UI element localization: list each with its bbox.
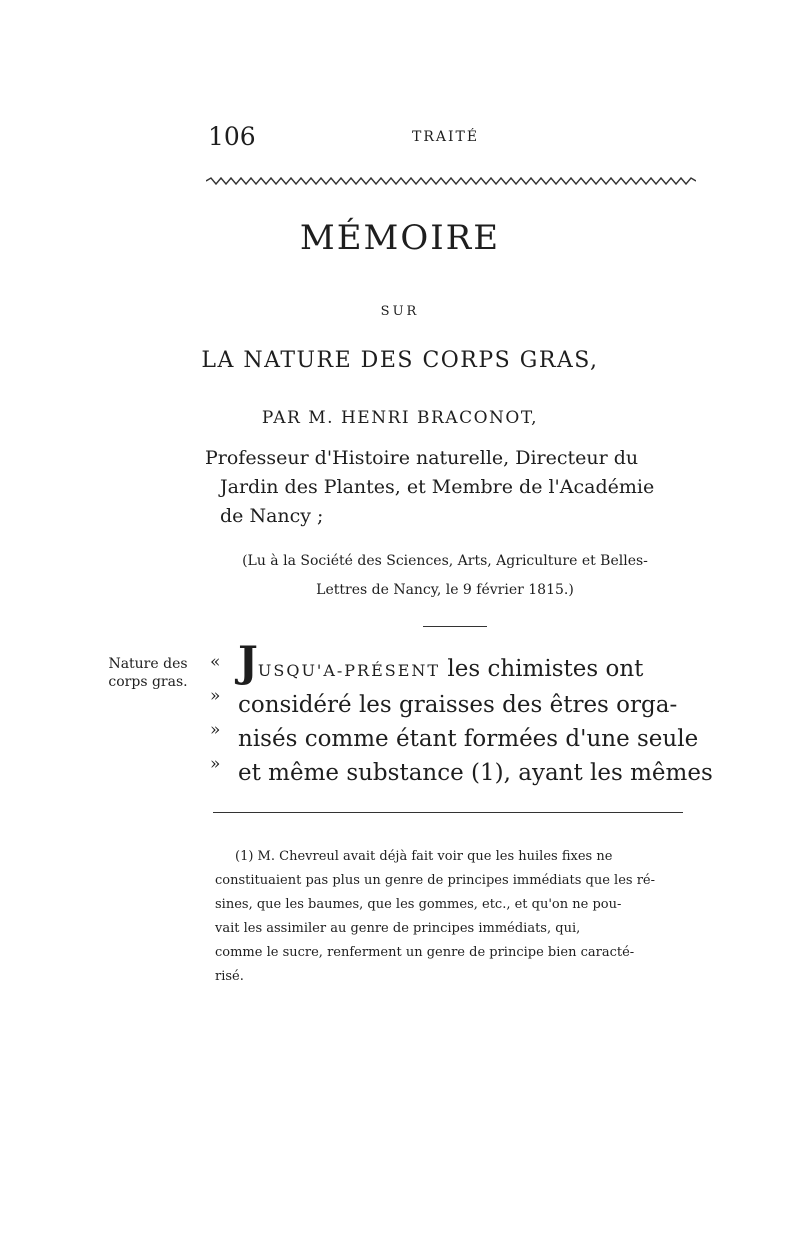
quote-mark: »	[210, 720, 221, 740]
footnote-line: constituaient pas plus un genre de principes immédiats que les ré-	[215, 873, 656, 888]
margin-note	[100, 655, 196, 691]
quote-mark: »	[210, 686, 221, 706]
body-line-rest: les chimistes ont	[440, 656, 644, 682]
footnote-line: vait les assimiler au genre de principes immédiats, qui,	[215, 921, 581, 936]
footnote-line: sines, que les baumes, que les gommes, etc., et qu'on ne pou-	[215, 897, 622, 912]
quote-mark: »	[210, 754, 221, 774]
memoir-title: MÉMOIRE	[299, 218, 501, 258]
author-position-line: de Nancy ;	[220, 505, 324, 527]
running-title: TRAITÉ	[412, 129, 480, 145]
body-paragraph	[238, 637, 713, 790]
body-line	[238, 637, 698, 688]
author-position-line: Jardin des Plantes, et Membre de l'Académie	[220, 476, 655, 498]
title-sur: SUR	[380, 304, 420, 319]
body-line: considéré les graisses des êtres orga-	[238, 692, 678, 718]
body-line: nisés comme étant formées d'une seule	[238, 726, 699, 752]
margin-note-line: Nature des	[108, 656, 188, 672]
reading-note	[205, 547, 685, 605]
small-caps-run: USQU'A-PRÉSENT	[257, 661, 441, 680]
section-divider	[423, 626, 487, 627]
page-number: 106	[208, 122, 256, 151]
author-position	[205, 444, 705, 531]
body-line: et même substance (1), ayant les mêmes	[238, 760, 713, 786]
margin-note-line: corps gras.	[108, 674, 188, 690]
reading-note-line: Lettres de Nancy, le 9 février 1815.)	[316, 582, 574, 598]
footnote	[215, 845, 695, 989]
ornamental-rule	[206, 176, 696, 186]
author-byline: PAR M. HENRI BRACONOT,	[261, 408, 539, 428]
reading-note-line: (Lu à la Société des Sciences, Arts, Agriculture et Belles-	[242, 553, 648, 569]
footnote-line: (1) M. Chevreul avait déjà fait voir que les huiles fixes ne	[235, 849, 613, 864]
footnote-line: comme le sucre, renferment un genre de principe bien caracté-	[215, 945, 635, 960]
memoir-subject: LA NATURE DES CORPS GRAS,	[201, 348, 599, 373]
footnote-separator	[213, 812, 683, 813]
author-position-line: Professeur d'Histoire naturelle, Directeur du	[205, 447, 639, 469]
quote-mark: «	[210, 652, 221, 672]
footnote-line: risé.	[215, 969, 244, 984]
drop-cap: J	[238, 637, 258, 686]
